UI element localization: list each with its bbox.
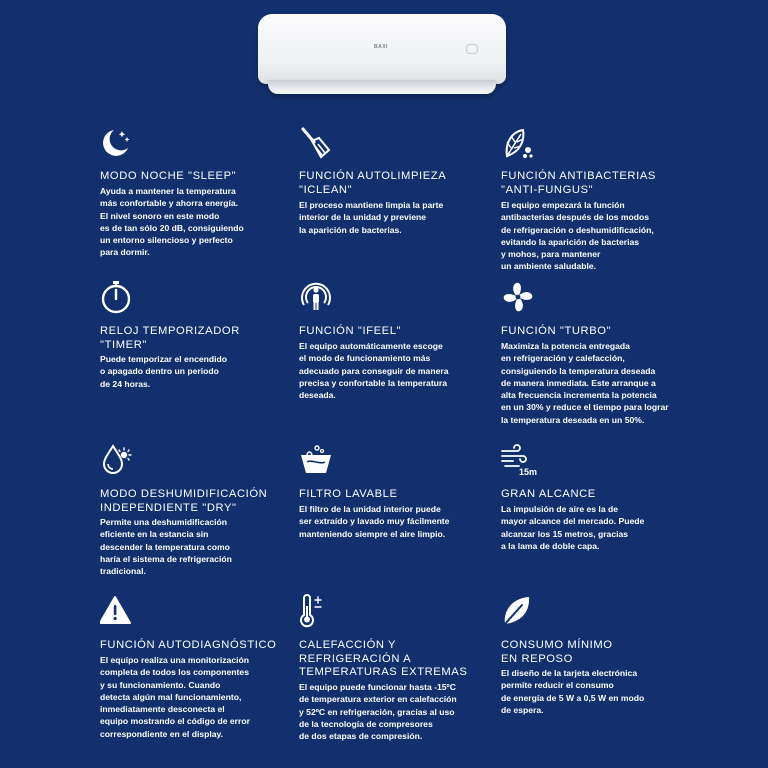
feature-title-line: EN REPOSO <box>501 652 573 665</box>
feature-description-line: El filtro de la unidad interior puede <box>299 504 441 514</box>
air-conditioner-image <box>258 14 506 96</box>
wind-distance-icon <box>501 443 538 477</box>
feature-title-line: MODO DESHUMIDIFICACIÓN <box>100 488 268 500</box>
feature-description-line: un ambiente saludable. <box>501 261 597 272</box>
feature-description-line: alcanzar los 15 metros, gracias <box>501 528 629 539</box>
feature-description-line: haría el sistema de refrigeración <box>100 553 232 564</box>
leaf-icon <box>501 594 535 628</box>
feature-title <box>100 639 290 653</box>
feature-description <box>299 681 489 742</box>
feature-description-line: ser extraído y lavado muy fácilmente <box>299 516 450 527</box>
feature-description-line: evitando la aparición de bacterias <box>501 236 640 247</box>
feature-description-line: de temperatura exterior en calefacción <box>299 694 457 705</box>
ac-body <box>258 14 506 84</box>
feature-description-line: El equipo automáticamente escoge <box>299 341 443 351</box>
feature-description-line: interior de la unidad y previene <box>299 212 427 223</box>
feature-description <box>100 654 290 740</box>
feature-description-line: alta frecuencia incrementa la potencia <box>501 390 657 401</box>
feature-description-line: tradicional. <box>100 566 146 577</box>
feature-description <box>501 503 691 552</box>
feature-description-line: eficiente en la estancia sin <box>100 529 209 540</box>
feature-description <box>100 353 290 390</box>
feature-description-line: de 24 horas. <box>100 378 151 389</box>
feature-description <box>501 667 691 716</box>
feature-description-line: El diseño de la tarjeta electrónica <box>501 668 638 678</box>
feature-description-line: de refrigeración o deshumidificación, <box>501 224 654 235</box>
feature-description-line: deseada. <box>299 390 336 401</box>
feature-description-line: en refrigeración y calefacción, <box>501 353 625 364</box>
feature-description-line: El proceso mantiene limpia la parte <box>299 200 444 210</box>
feature-title-line: CONSUMO MÍNIMO <box>501 639 613 651</box>
feature-title-line: TEMPERATURAS EXTREMAS <box>299 666 468 678</box>
moon-stars-icon <box>100 126 134 160</box>
feature-description <box>100 185 290 259</box>
feature-description-line: permite reducir el consumo <box>501 680 614 691</box>
droplet-sun-icon <box>100 443 134 477</box>
feature-title-line: "ANTI-FUNGUS" <box>501 183 594 196</box>
feature-description-line: adecuado para conseguir de manera <box>299 365 449 376</box>
feature-description <box>299 199 489 236</box>
feature-description-line: es de tan sólo 20 dB, consiguiendo <box>100 222 244 233</box>
feature-title-line: FUNCIÓN "TURBO" <box>501 325 612 337</box>
ac-brand-mark: BAXI <box>374 44 388 50</box>
fan-icon <box>501 280 535 314</box>
feature-title <box>501 639 691 666</box>
feature-title-line: MODO NOCHE "SLEEP" <box>100 170 237 182</box>
feature-description-line: El nivel sonoro en este modo <box>100 210 220 221</box>
person-signal-icon <box>299 280 333 314</box>
feature-title-line: GRAN ALCANCE <box>501 488 596 500</box>
feature-title-line: FILTRO LAVABLE <box>299 488 398 500</box>
feature-description-line: un entorno silencioso y perfecto <box>100 235 233 246</box>
feature-title-line: FUNCIÓN AUTOLIMPIEZA <box>299 170 447 182</box>
feature-description-line: manteniendo siempre el aire limpio. <box>299 528 446 539</box>
feature-description-line: precisa y confortable la temperatura <box>299 377 448 388</box>
feature-title-line: "ICLEAN" <box>299 183 353 196</box>
feature-description-line: consiguiendo la temperatura deseada <box>501 365 656 376</box>
feature-title <box>299 639 489 680</box>
ac-display-indicator <box>466 44 478 54</box>
feature-description-line: y su funcionamiento. Cuando <box>100 679 221 690</box>
warning-triangle-icon <box>100 594 134 628</box>
feature-description-line: descender la temperatura como <box>100 541 230 552</box>
feature-description-line: el modo de funcionamiento más <box>299 353 431 364</box>
feature-description-line: correspondiente en el display. <box>100 728 224 739</box>
feature-description-line: Maximiza la potencia entregada <box>501 341 630 351</box>
brush-icon <box>299 126 333 160</box>
feature-title-line: FUNCIÓN AUTODIAGNÓSTICO <box>100 639 277 651</box>
feature-title <box>100 170 290 184</box>
feature-title <box>299 325 489 339</box>
stopwatch-icon <box>100 280 134 314</box>
feature-description-line: y 52ºC en refrigeración, gracias al uso <box>299 706 455 717</box>
feature-description-line: completa de todos los componentes <box>100 667 249 678</box>
feature-title-line: CALEFACCIÓN Y <box>299 639 397 651</box>
feature-title <box>501 488 691 502</box>
feature-description-line: y mohos, para mantener <box>501 249 601 260</box>
feature-title <box>299 170 489 197</box>
feature-description <box>299 503 489 540</box>
feature-description-line: de espera. <box>501 704 544 715</box>
feature-description-line: Puede temporizar el encendido <box>100 354 228 364</box>
feature-description-line: Ayuda a mantener la temperatura <box>100 186 236 196</box>
feature-title-line: REFRIGERACIÓN A <box>299 652 412 665</box>
feature-description-line: de la tecnología de compresores <box>299 718 433 729</box>
feature-description-line: más confortable y ahorra energía. <box>100 198 239 209</box>
washing-basin-icon <box>299 443 333 477</box>
distance-label: 15m <box>519 467 538 477</box>
feature-description-line: El equipo empezará la función <box>501 200 625 210</box>
feature-description-line: detecta algún mal funcionamiento, <box>100 691 242 702</box>
feature-description <box>501 340 691 426</box>
feature-title-line: INDEPENDIENTE "DRY" <box>100 501 237 514</box>
feature-title <box>501 170 691 197</box>
feature-description-line: para dormir. <box>100 247 150 258</box>
feature-description-line: de dos etapas de compresión. <box>299 731 423 742</box>
feature-description-line: de energía de 5 W a 0,5 W en modo <box>501 692 645 703</box>
feature-title <box>100 488 290 515</box>
feature-title-line: RELOJ TEMPORIZADOR <box>100 325 240 337</box>
feature-description-line: la temperatura deseada en un 50%. <box>501 414 645 425</box>
feature-title-line: "TIMER" <box>100 338 147 351</box>
feature-description-line: o apagado dentro un periodo <box>100 366 219 377</box>
feature-description-line: El equipo realiza una monitorización <box>100 655 249 665</box>
feature-description-line: la aparición de bacterias. <box>299 224 402 235</box>
feature-description <box>501 199 691 273</box>
feature-description-line: equipo mostrando el código de error <box>100 716 250 727</box>
feature-description <box>299 340 489 401</box>
feature-title <box>100 325 290 352</box>
bacteria-leaf-icon <box>501 126 535 160</box>
feature-description-line: La impulsión de aire es la de <box>501 504 619 514</box>
feature-title-line: FUNCIÓN ANTIBACTERIAS <box>501 170 656 182</box>
thermometer-icon <box>299 594 333 628</box>
ac-vent <box>268 80 496 94</box>
feature-description-line: inmediatamente desconecta el <box>100 704 225 715</box>
feature-title-line: FUNCIÓN "IFEEL" <box>299 325 402 337</box>
feature-description <box>100 516 290 577</box>
feature-title <box>501 325 691 339</box>
feature-description-line: mayor alcance del mercado. Puede <box>501 516 645 527</box>
feature-description-line: a la lama de doble capa. <box>501 540 600 551</box>
feature-description-line: antibacterias después de los modos <box>501 212 650 223</box>
feature-description-line: Permite una deshumidificación <box>100 517 228 527</box>
feature-description-line: de manera inmediata. Este arranque a <box>501 377 656 388</box>
feature-description-line: en un 30% y reduce el tiempo para lograr <box>501 402 669 413</box>
feature-title <box>299 488 489 502</box>
feature-description-line: El equipo puede funcionar hasta -15ºC <box>299 682 456 692</box>
